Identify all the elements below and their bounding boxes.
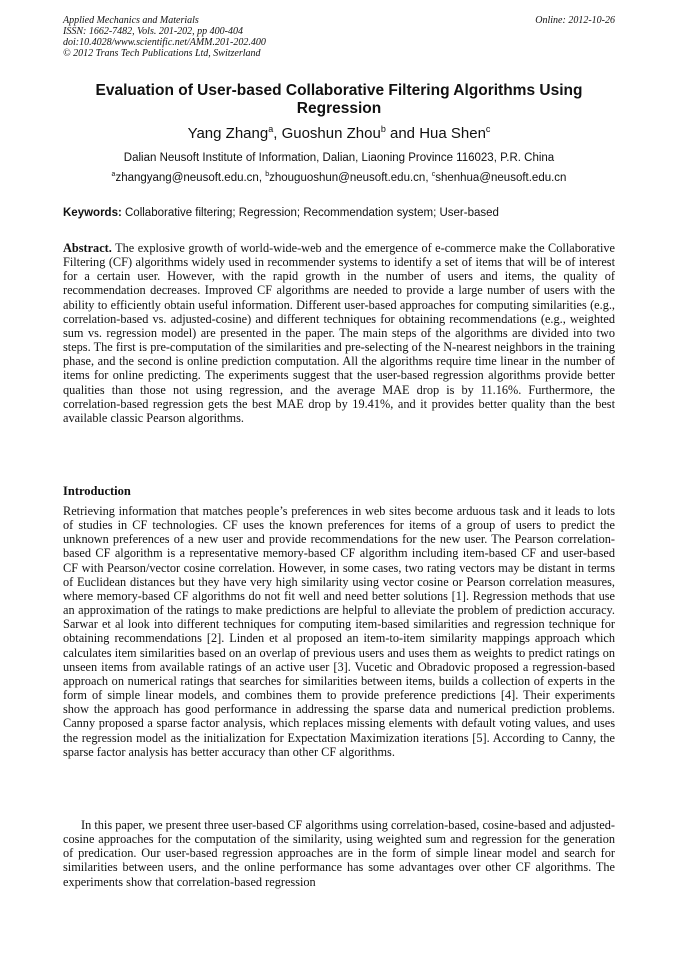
section-heading-introduction: Introduction	[63, 484, 131, 498]
keywords-label: Keywords:	[63, 207, 122, 219]
introduction-paragraph-2: In this paper, we present three user-based CF algorithms using correlation-based, cosine-based and adjusted-cosine approaches for the computation of the similarity, using weighted sum and regression for the generation of predication. Our user-based regression approaches are in the form of simple linear model and search for similarities between users, and the online performance has some advantages over other CF algorithms. The experiments show that correlation-based regression	[63, 818, 615, 889]
abstract-label: Abstract.	[63, 241, 112, 255]
paper-title	[63, 82, 615, 118]
journal-copyright: © 2012 Trans Tech Publications Ltd, Switzerland	[63, 48, 261, 59]
keywords	[63, 206, 615, 220]
title-line-2: Regression	[296, 100, 382, 117]
email-separator: ,	[258, 172, 266, 184]
author-emails	[63, 171, 615, 185]
email-separator: ,	[425, 172, 432, 184]
author-separator: and	[385, 125, 420, 142]
author-list	[63, 125, 615, 143]
journal-issn: ISSN: 1662-7482, Vols. 201-202, pp 400-404	[63, 26, 243, 37]
author-name: Yang Zhang	[187, 125, 269, 142]
abstract-text: The explosive growth of world-wide-web and the emergence of e-commerce make the Collaborative Filtering (CF) algorithms widely used in recommender systems to identify a set of items that will be of interest for a certain user. However, with the rapid growth in the number of users and items, the quality of recommendation decreases. Improved CF algorithms are needed to provide a large number of users with the ability to efficiently obtain useful information. Different user-based approaches for computing similarities (e.g., correlation-based vs. adjusted-cosine) and different techniques for obtaining recommendations (e.g., weighted sum vs. regression model) are presented in the paper. The main steps of the algorithms are divided into two steps. The first is pre-computation of the similarities and pre-selecting of the N-nearest neighbors in the training phase, and the second is online prediction computation. All the algorithms require time linear in the number of items for online predicting. The experiments suggest that the user-based regression algorithms provide better qualities than those not using regression, and the average MAE drop is by 11.16%. Furthermore, the correlation-based regression gets the best MAE drop by 19.41%, and it provides better quality than the best available classic Pearson algorithms.	[63, 241, 615, 425]
journal-header	[63, 15, 615, 59]
author-affiliation-mark: a	[268, 124, 274, 134]
email-address[interactable]: zhangyang@neusoft.edu.cn	[115, 172, 259, 184]
email-address[interactable]: zhouguoshun@neusoft.edu.cn	[269, 172, 426, 184]
online-date: Online: 2012-10-26	[535, 15, 615, 26]
email-mark: c	[431, 171, 436, 179]
keywords-text: Collaborative filtering; Regression; Recommendation system; User-based	[121, 207, 499, 219]
email-mark: a	[111, 171, 116, 179]
introduction-paragraph-1: Retrieving information that matches people’s preferences in web sites become arduous task and it leads to lots of studies in CF technologies. CF uses the known preferences for items of a group of users to predict the unknown preferences of a new user and provide recommendations for the new user. The Pearson correlation-based CF algorithm is a representative memory-based CF algorithm including item-based CF and user-based CF with Pearson/vector cosine correlation. However, in some cases, two rating vectors may be distant in terms of Euclidean distances but they have very high similarity using vector cosine or Pearson correlation measures, where memory-based CF algorithms do not fit well and need better solutions [1]. Regression methods that use an approximation of the ratings to make predictions are helpful to alleviate the problem of prediction accuracy. Sarwar et al look into different techniques for computing item-based similarities and regression technique for obtaining recommendations [2]. Linden et al proposed an item-to-item similarity mappings approach which calculates item similarities based on an overlap of previous users and uses them as weights to predict ratings on unseen items from available ratings of an active user [3]. Vucetic and Obradovic proposed a regression-based approach on numerical ratings that searches for similarities between items, builds a collection of experts in the form of simple linear models, and combines them to provide preference predictions [4]. Their experiments show the approach has good performance in addressing the sparse data and numerical prediction problems. Canny proposed a sparse factor analysis, which replaces missing elements with default voting values, and uses the regression model as the initialization for Expectation Maximization iterations [5]. According to Canny, the sparse factor analysis has better accuracy than other CF algorithms.	[63, 504, 615, 759]
author-separator: ,	[273, 125, 282, 142]
journal-doi: doi:10.4028/www.scientific.net/AMM.201-202.400	[63, 37, 266, 48]
journal-name: Applied Mechanics and Materials	[63, 15, 199, 26]
author-name: Hua Shen	[419, 125, 486, 142]
affiliation: Dalian Neusoft Institute of Information, Dalian, Liaoning Province 116023, P.R. China	[123, 152, 555, 164]
email-mark: b	[265, 171, 270, 179]
author-affiliation-mark: c	[485, 124, 491, 134]
email-address[interactable]: shenhua@neusoft.edu.cn	[435, 172, 567, 184]
author-affiliation-mark: b	[380, 124, 386, 134]
title-line-1: Evaluation of User-based Collaborative Filtering Algorithms Using	[95, 82, 583, 99]
abstract	[63, 241, 615, 425]
author-name: Guoshun Zhou	[281, 125, 381, 142]
